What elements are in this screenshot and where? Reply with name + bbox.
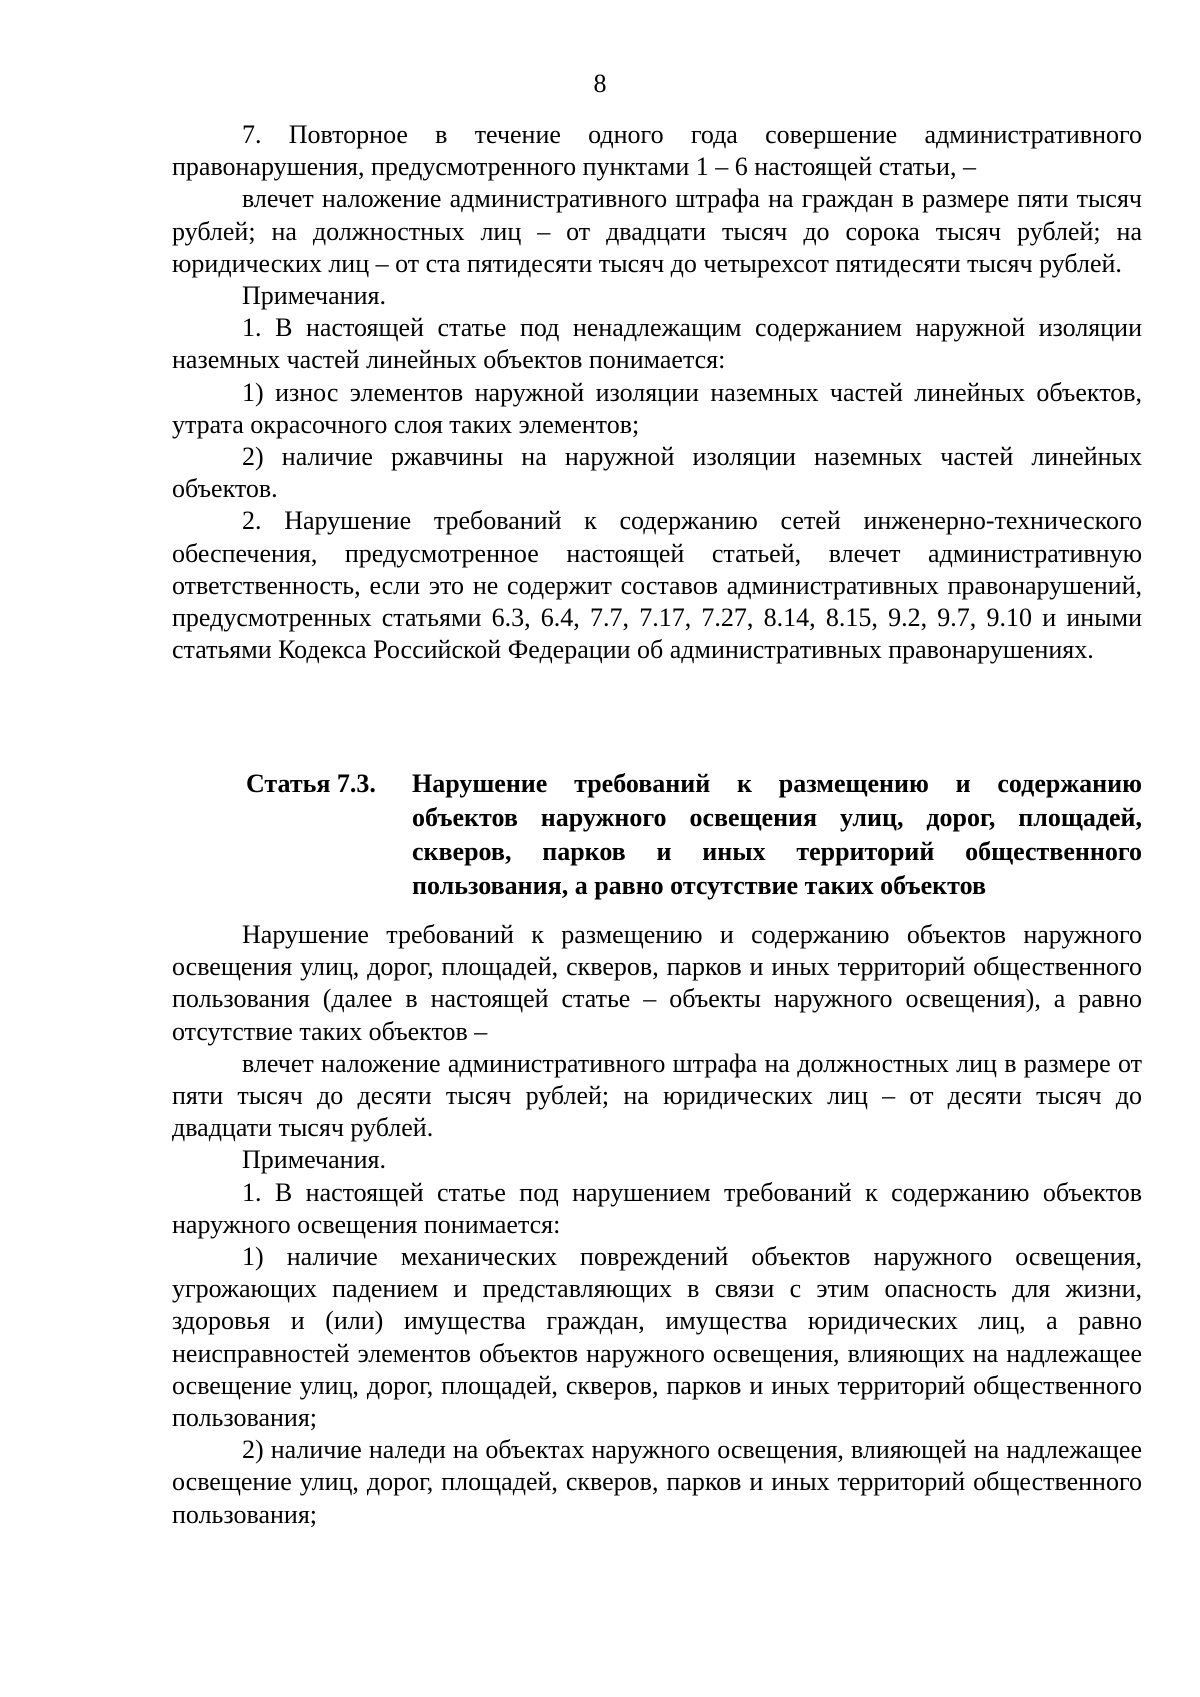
paragraph-penalty: влечет наложение административного штрафа на должностных лиц в размере от пяти тысяч до десяти тысяч рублей; на юридических лиц – от десяти тысяч до двадцати тысяч рублей. — [172, 1048, 1142, 1143]
paragraph-violation: Нарушение требований к размещению и содержанию объектов наружного освещения улиц, дорог, площадей, скверов, парков и иных территорий общественного пользования (далее в настоящей статье – объекты наружного освещения), а равно отсутствие таких объектов – — [172, 920, 1142, 1046]
notes-heading: Примечания. — [242, 281, 386, 311]
page-number: 8 — [593, 69, 607, 98]
notes-heading: Примечания. — [242, 1145, 386, 1175]
note-2: 2. Нарушение требований к содержанию сетей инженерно-технического обеспечения, предусмотренное настоящей статьей, влечет административную ответственность, если это не содержит составов административных правонарушений, предусмотренных статьями 6.3, 6.4, 7.7, 7.17, 7.27, 8.14, 8.15, 9.2, 9.7, 9.10 и иными статьями Кодекса Российской Федерации об административных правонарушениях. — [172, 506, 1142, 665]
note-1: 1. В настоящей статье под ненадлежащим содержанием наружной изоляции наземных частей линейных объектов понимается: — [172, 313, 1142, 375]
note-1-item-1: 1) износ элементов наружной изоляции наземных частей линейных объектов, утрата окрасочного слоя таких элементов; — [172, 377, 1142, 439]
note-1-item-2: 2) наличие ржавчины на наружной изоляции наземных частей линейных объектов. — [172, 442, 1142, 504]
note-1-item-1: 1) наличие механических повреждений объектов наружного освещения, угрожающих падением и представляющих в связи с этим опасность для жизни, здоровья и (или) имущества граждан, имущества юридических лиц, а равно неисправностей элементов объектов наружного освещения, влияющих на надлежащее освещение улиц, дорог, площадей, скверов, парков и иных территорий общественного пользования; — [172, 1242, 1142, 1433]
note-1: 1. В настоящей статье под нарушением требований к содержанию объектов наружного освещения понимается: — [172, 1177, 1142, 1239]
article-title: Нарушение требований к размещению и содержанию объектов наружного освещения улиц, дорог, площадей, скверов, парков и иных территорий общественного пользования, а равно отсутствие таких объектов — [412, 769, 1142, 900]
article-heading — [246, 767, 1142, 903]
text-block-upper — [172, 119, 1142, 666]
paragraph-penalty: влечет наложение административного штрафа на граждан в размере пяти тысяч рублей; на должностных лиц – от двадцати тысяч до сорока тысяч рублей; на юридических лиц – от ста пятидесяти тысяч до четырехсот пятидесяти тысяч рублей. — [172, 184, 1142, 278]
article-label: Статья 7.3. — [246, 769, 376, 798]
text-block-lower — [172, 919, 1142, 1531]
note-1-item-2: 2) наличие наледи на объектах наружного освещения, влияющей на надлежащее освещение улиц, дорог, площадей, скверов, парков и иных территорий общественного пользования; — [172, 1435, 1142, 1529]
paragraph-item-7: 7. Повторное в течение одного года совершение административного правонарушения, предусмотренного пунктами 1 – 6 настоящей статьи, – — [172, 120, 1142, 182]
